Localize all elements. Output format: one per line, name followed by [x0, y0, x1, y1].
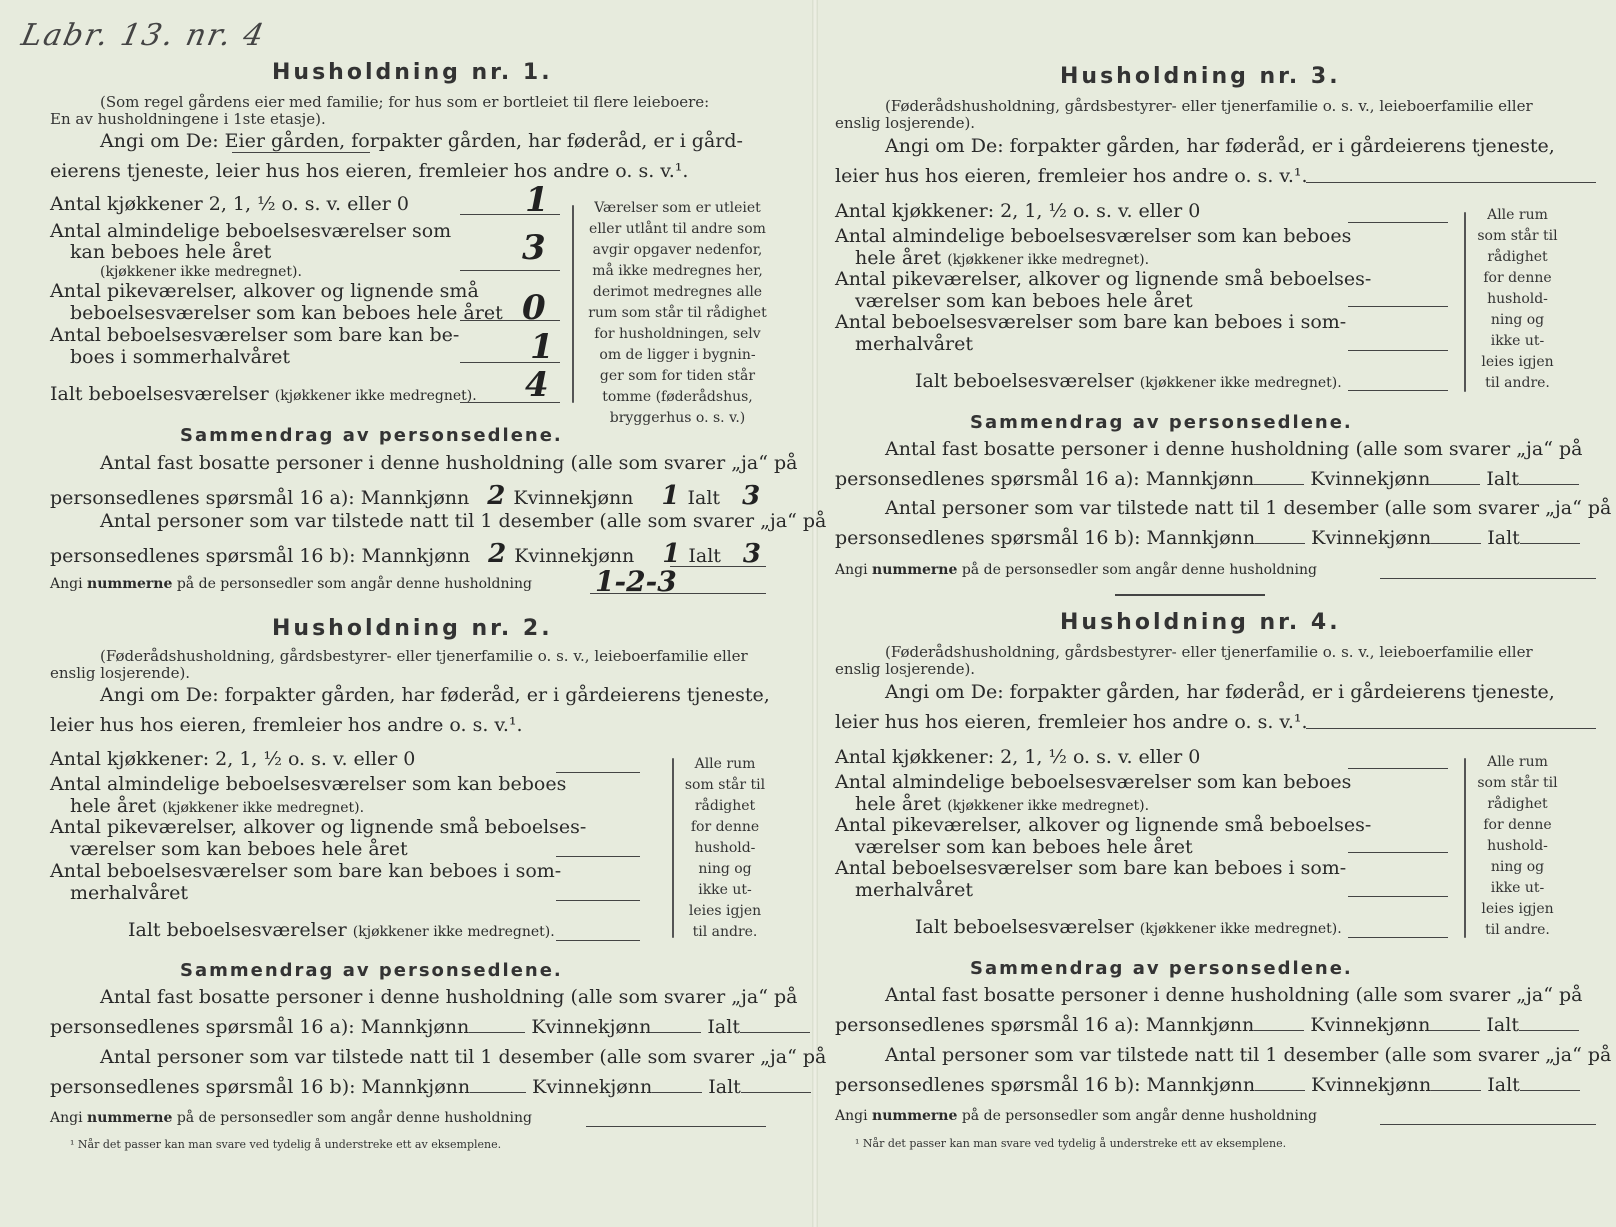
household-1-sidenote [580, 198, 775, 429]
sidenote-line: Alle rum [1487, 754, 1548, 770]
kitchens-label: Antal kjøkkener: 2, 1, ½ o. s. v. eller 0 [50, 748, 416, 770]
summary-2-line-1: Antal fast bosatte personer i denne husholdning (alle som svarer „ja“ på [100, 986, 798, 1008]
male-label: personsedlenes spørsmål 16 b): Mannkjønn [835, 1074, 1256, 1096]
sidenote-line: for husholdningen, selv [594, 326, 761, 342]
numbers-line [835, 562, 1317, 578]
sidenote-line: ning og [1490, 859, 1545, 875]
ordinary-rooms-text: hele året [855, 793, 942, 815]
male-label: personsedlenes spørsmål 16 b): Mannkjønn [50, 545, 471, 567]
total-rooms-value: 4 [525, 365, 549, 405]
maid-rooms-label: Antal pikeværelser, alkover og lignende små beboelses- [50, 816, 587, 838]
summer-rooms-label: Antal beboelsesværelser som bare kan beboes i som- [835, 857, 1347, 879]
ordinary-rooms-label: Antal almindelige beboelsesværelser som kan beboes [50, 773, 567, 795]
total-rooms-text: Ialt beboelsesværelser [50, 383, 269, 405]
sidenote-line: bryggerhus o. s. v.) [609, 410, 746, 426]
household-4-title: Husholdning nr. 4. [1060, 610, 1341, 635]
kitchens-value: 1 [525, 180, 549, 220]
summary-2-line-4 [50, 1076, 811, 1098]
sidenote-line: Værelser som er utleiet [594, 200, 761, 216]
summer-rooms-label-2: boes i sommerhalvåret [70, 346, 290, 368]
summary-3-line-2 [835, 468, 1579, 490]
household-4-sub1: (Føderådshusholdning, gårdsbestyrer- eller tjenerfamilie o. s. v., leieboerfamilie eller [885, 643, 1533, 661]
female-label: Kvinnekjønn [531, 1016, 652, 1038]
value-line [1348, 937, 1448, 938]
total-rooms-text: Ialt beboelsesværelser [128, 919, 347, 941]
brace [572, 205, 574, 403]
maid-rooms-label-2: værelser som kan beboes hele året [855, 836, 1193, 858]
ordinary-rooms-label-2: kan beboes hele året [70, 241, 272, 263]
household-4-sub2: enslig losjerende). [835, 660, 976, 678]
maid-rooms-value: 0 [522, 288, 546, 328]
summary-4-line-3: Antal personer som var tilstede natt til 1 desember (alle som svarer „ja“ på [885, 1044, 1612, 1066]
household-2-question-2: leier hus hos eieren, fremleier hos andre o. s. v.¹. [50, 714, 523, 736]
value-line [1380, 578, 1596, 579]
sidenote-line: som står til [1477, 228, 1558, 244]
ordinary-rooms-label: Antal almindelige beboelsesværelser som [50, 220, 452, 242]
household-2-sidenote [680, 754, 770, 943]
sidenote-line: rådighet [1487, 796, 1548, 812]
summary-3-line-1: Antal fast bosatte personer i denne husholdning (alle som svarer „ja“ på [885, 438, 1583, 460]
answer-underline [232, 152, 370, 153]
household-2-sub1: (Føderådshusholdning, gårdsbestyrer- eller tjenerfamilie o. s. v., leieboerfamilie eller [100, 647, 748, 665]
household-1-sub1: (Som regel gårdens eier med familie; for hus som er bortleiet til flere leieboere: [100, 93, 710, 111]
numbers-rest: på de personsedler som angår denne husholdning [961, 562, 1317, 578]
numbers-label: Angi [835, 1108, 868, 1124]
numbers-rest: på de personsedler som angår denne husholdning [176, 576, 532, 592]
total-label: Ialt [708, 1076, 741, 1098]
sidenote-line: om de ligger i bygnin- [599, 347, 756, 363]
total-value-a: 3 [742, 481, 761, 511]
female-label: Kvinnekjønn [532, 1076, 653, 1098]
household-1-title: Husholdning nr. 1. [272, 60, 553, 85]
page-fold [812, 0, 818, 1227]
ordinary-rooms-label-2 [855, 247, 1149, 269]
household-3-sidenote [1470, 205, 1565, 394]
sidenote-line: hushold- [1487, 838, 1548, 854]
summary-1-line-2 [50, 481, 760, 511]
summary-2-line-2 [50, 1016, 810, 1038]
sidenote-line: derimot medregnes alle [592, 284, 763, 300]
total-rooms-label [50, 383, 477, 405]
brace [1464, 758, 1466, 938]
section-separator [1115, 594, 1265, 596]
maid-rooms-label-2: værelser som kan beboes hele året [855, 290, 1193, 312]
total-label: Ialt [1486, 1014, 1519, 1036]
household-2-sub2: enslig losjerende). [50, 664, 191, 682]
numbers-label: Angi [50, 1110, 83, 1126]
total-label: Ialt [687, 487, 721, 509]
value-line [556, 900, 640, 901]
sidenote-line: avgir opgaver nedenfor, [592, 242, 763, 258]
sidenote-line: ikke ut- [698, 882, 752, 898]
total-rooms-label [915, 916, 1342, 938]
total-label: Ialt [1487, 527, 1520, 549]
answer-line [1306, 728, 1596, 729]
sidenote-line: for denne [690, 819, 760, 835]
total-value-b: 3 [742, 539, 761, 569]
maid-rooms-label: Antal pikeværelser, alkover og lignende små beboelses- [835, 814, 1372, 836]
female-value-b: 1 [662, 539, 681, 569]
sidenote-line: eller utlånt til andre som [589, 221, 766, 237]
maid-rooms-label: Antal pikeværelser, alkover og lignende små [50, 280, 479, 302]
numbers-label: Angi [835, 562, 868, 578]
sidenote-line: leies igjen [688, 903, 762, 919]
female-label: Kvinnekjønn [513, 487, 634, 509]
ordinary-rooms-label-2 [855, 793, 1149, 815]
value-line [460, 320, 560, 321]
numbers-value: 1-2-3 [595, 565, 677, 598]
answer-line [1306, 182, 1596, 183]
sidenote-line: ger som for tiden står [599, 368, 756, 384]
value-line [460, 270, 560, 271]
sidenote-line: rådighet [694, 798, 756, 814]
household-3-sub2: enslig losjerende). [835, 114, 976, 132]
summer-rooms-label-2: merhalvåret [70, 882, 189, 904]
value-line [1380, 1124, 1596, 1125]
summer-rooms-label: Antal beboelsesværelser som bare kan beboes i som- [50, 860, 562, 882]
male-label: personsedlenes spørsmål 16 a): Mannkjønn [835, 1014, 1255, 1036]
maid-rooms-label-2: beboelsesværelser som kan beboes hele året [70, 302, 503, 324]
male-value-a: 2 [487, 481, 506, 511]
household-3-question-1: Angi om De: forpakter gården, har føderåd, er i gårdeierens tjeneste, [885, 135, 1555, 157]
sidenote-line: som står til [1477, 775, 1558, 791]
handwritten-note: Labr. 13. nr. 4 [18, 18, 269, 53]
total-rooms-note: (kjøkkener ikke medregnet). [274, 388, 477, 404]
summer-rooms-label-2: merhalvåret [855, 879, 974, 901]
numbers-bold: nummerne [872, 562, 958, 578]
summary-3-line-3: Antal personer som var tilstede natt til 1 desember (alle som svarer „ja“ på [885, 497, 1612, 519]
household-3-question-2: leier hus hos eieren, fremleier hos andre o. s. v.¹. [835, 165, 1308, 187]
summer-rooms-label: Antal beboelsesværelser som bare kan be- [50, 324, 460, 346]
household-3-title: Husholdning nr. 3. [1060, 64, 1341, 89]
total-rooms-note: (kjøkkener ikke medregnet). [1139, 375, 1342, 391]
value-line [1348, 306, 1448, 307]
female-label: Kvinnekjønn [514, 545, 635, 567]
summary-3-line-4 [835, 527, 1580, 549]
summary-4-title: Sammendrag av personsedlene. [970, 958, 1353, 979]
ordinary-rooms-note: (kjøkkener ikke medregnet). [947, 252, 1150, 268]
kitchens-label: Antal kjøkkener: 2, 1, ½ o. s. v. eller 0 [835, 746, 1201, 768]
sidenote-line: rum som står til rådighet [588, 305, 767, 321]
total-rooms-note: (kjøkkener ikke medregnet). [1139, 921, 1342, 937]
value-line [1348, 390, 1448, 391]
summary-1-title: Sammendrag av personsedlene. [180, 425, 563, 446]
summary-4-line-2 [835, 1014, 1579, 1036]
sidenote-line: ikke ut- [1490, 880, 1545, 896]
sidenote-line: Alle rum [1487, 207, 1548, 223]
value-line [556, 940, 640, 941]
sidenote-line: hushold- [694, 840, 756, 856]
female-label: Kvinnekjønn [1310, 468, 1431, 490]
household-1-sub2: En av husholdningene i 1ste etasje). [50, 110, 326, 128]
total-label: Ialt [688, 545, 721, 567]
value-line [1348, 896, 1448, 897]
value-line [1348, 852, 1448, 853]
numbers-line [835, 1108, 1317, 1124]
ordinary-rooms-label: Antal almindelige beboelsesværelser som kan beboes [835, 771, 1352, 793]
value-line [670, 566, 766, 567]
female-label: Kvinnekjønn [1311, 1074, 1432, 1096]
male-value-b: 2 [488, 539, 507, 569]
male-label: personsedlenes spørsmål 16 b): Mannkjønn [835, 527, 1256, 549]
sidenote-line: til andre. [1485, 375, 1550, 391]
ordinary-rooms-label-2 [70, 795, 364, 817]
value-line [460, 402, 560, 403]
sidenote-line: ning og [1490, 312, 1545, 328]
summary-4-line-1: Antal fast bosatte personer i denne husholdning (alle som svarer „ja“ på [885, 984, 1583, 1006]
female-label: Kvinnekjønn [1310, 1014, 1431, 1036]
sidenote-line: Alle rum [694, 756, 756, 772]
sidenote-line: leies igjen [1481, 354, 1554, 370]
maid-rooms-label: Antal pikeværelser, alkover og lignende små beboelses- [835, 268, 1372, 290]
summary-2-title: Sammendrag av personsedlene. [180, 960, 563, 981]
total-rooms-text: Ialt beboelsesværelser [915, 916, 1134, 938]
male-label: personsedlenes spørsmål 16 a): Mannkjønn [50, 487, 470, 509]
sidenote-line: til andre. [692, 924, 758, 940]
female-label: Kvinnekjønn [1311, 527, 1432, 549]
brace [672, 758, 674, 938]
numbers-rest: på de personsedler som angår denne husholdning [961, 1108, 1317, 1124]
kitchens-label: Antal kjøkkener: 2, 1, ½ o. s. v. eller 0 [835, 200, 1201, 222]
sidenote-line: tomme (føderådshus, [602, 389, 753, 405]
numbers-label: Angi [50, 576, 83, 592]
summary-3-title: Sammendrag av personsedlene. [970, 412, 1353, 433]
kitchens-label: Antal kjøkkener 2, 1, ½ o. s. v. eller 0 [50, 193, 409, 215]
sidenote-line: ning og [698, 861, 752, 877]
footnote: ¹ Når det passer kan man svare ved tydelig å understreke ett av eksemplene. [855, 1137, 1287, 1150]
household-4-question-2: leier hus hos eieren, fremleier hos andre o. s. v.¹. [835, 711, 1308, 733]
ordinary-rooms-value: 3 [522, 228, 546, 268]
ordinary-rooms-note: (kjøkkener ikke medregnet). [162, 800, 365, 816]
ordinary-rooms-label: Antal almindelige beboelsesværelser som kan beboes [835, 225, 1352, 247]
value-line [460, 362, 560, 363]
household-1-question-2: eierens tjeneste, leier hus hos eieren, fremleier hos andre o. s. v.¹. [50, 160, 689, 182]
sidenote-line: må ikke medregnes her, [592, 263, 763, 279]
total-rooms-text: Ialt beboelsesværelser [915, 370, 1134, 392]
value-line [1348, 768, 1448, 769]
numbers-line [50, 576, 532, 592]
numbers-bold: nummerne [87, 576, 173, 592]
sidenote-line: ikke ut- [1490, 333, 1545, 349]
total-rooms-label [128, 919, 555, 941]
value-line [1348, 350, 1448, 351]
value-line [1348, 222, 1448, 223]
value-line [586, 1126, 766, 1127]
household-2-title: Husholdning nr. 2. [272, 616, 553, 641]
numbers-bold: nummerne [87, 1110, 173, 1126]
household-2-question-1: Angi om De: forpakter gården, har føderåd, er i gårdeierens tjeneste, [100, 684, 770, 706]
sidenote-line: leies igjen [1481, 901, 1554, 917]
numbers-line [50, 1110, 532, 1126]
household-3-sub1: (Føderådshusholdning, gårdsbestyrer- eller tjenerfamilie o. s. v., leieboerfamilie eller [885, 97, 1533, 115]
total-label: Ialt [707, 1016, 740, 1038]
sidenote-line: som står til [684, 777, 766, 793]
value-line [556, 772, 640, 773]
ordinary-rooms-note: (kjøkkener ikke medregnet). [100, 264, 302, 280]
footnote: ¹ Når det passer kan man svare ved tydelig å understreke ett av eksemplene. [70, 1138, 502, 1151]
ordinary-rooms-note: (kjøkkener ikke medregnet). [947, 798, 1150, 814]
value-line [590, 593, 766, 594]
total-rooms-note: (kjøkkener ikke medregnet). [352, 924, 555, 940]
summary-4-line-4 [835, 1074, 1580, 1096]
household-4-sidenote [1470, 752, 1565, 941]
male-label: personsedlenes spørsmål 16 a): Mannkjønn [50, 1016, 470, 1038]
summer-rooms-value: 1 [530, 327, 554, 367]
numbers-bold: nummerne [872, 1108, 958, 1124]
household-1-question-1: Angi om De: Eier gården, forpakter gården, har føderåd, er i gård- [100, 130, 743, 152]
sidenote-line: for denne [1483, 817, 1552, 833]
summary-2-line-3: Antal personer som var tilstede natt til 1 desember (alle som svarer „ja“ på [100, 1046, 827, 1068]
summary-1-line-3: Antal personer som var tilstede natt til 1 desember (alle som svarer „ja“ på [100, 510, 827, 532]
sidenote-line: rådighet [1487, 249, 1548, 265]
summer-rooms-label: Antal beboelsesværelser som bare kan beboes i som- [835, 311, 1347, 333]
sidenote-line: hushold- [1487, 291, 1548, 307]
total-label: Ialt [1486, 468, 1519, 490]
value-line [460, 214, 560, 215]
total-label: Ialt [1487, 1074, 1520, 1096]
ordinary-rooms-text: hele året [70, 795, 157, 817]
household-4-question-1: Angi om De: forpakter gården, har føderåd, er i gårdeierens tjeneste, [885, 681, 1555, 703]
value-line [556, 856, 640, 857]
right-page [820, 0, 1616, 1227]
total-rooms-label [915, 370, 1342, 392]
female-value-a: 1 [661, 481, 680, 511]
male-label: personsedlenes spørsmål 16 b): Mannkjønn [50, 1076, 471, 1098]
summary-1-line-1: Antal fast bosatte personer i denne husholdning (alle som svarer „ja“ på [100, 452, 798, 474]
male-label: personsedlenes spørsmål 16 a): Mannkjønn [835, 468, 1255, 490]
ordinary-rooms-text: hele året [855, 247, 942, 269]
numbers-rest: på de personsedler som angår denne husholdning [176, 1110, 532, 1126]
maid-rooms-label-2: værelser som kan beboes hele året [70, 838, 408, 860]
summer-rooms-label-2: merhalvåret [855, 333, 974, 355]
sidenote-line: for denne [1483, 270, 1552, 286]
sidenote-line: til andre. [1485, 922, 1550, 938]
brace [1464, 212, 1466, 392]
